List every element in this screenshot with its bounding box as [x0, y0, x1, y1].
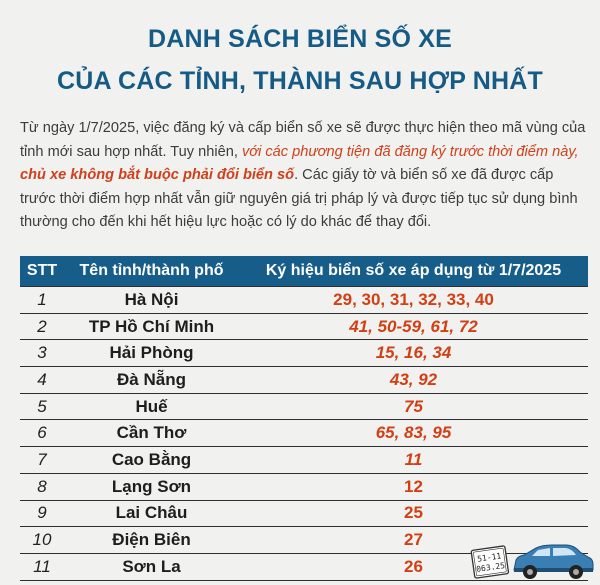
row-plate-code: 26	[239, 553, 588, 580]
row-plate-code: 75	[239, 393, 588, 420]
row-province: Huế	[64, 393, 239, 420]
row-stt: 7	[20, 447, 64, 474]
row-plate-code: 25	[239, 500, 588, 527]
intro-highlight-bold: chủ xe không bắt buộc phải đổi biển số	[20, 167, 295, 183]
row-plate-code: 41, 50-59, 61, 72	[239, 313, 588, 340]
row-stt: 4	[20, 367, 64, 394]
plate-text-1: 51-11	[476, 551, 502, 564]
intro-highlight: với các phương tiện đã đăng ký trước thời điểm này,	[241, 143, 579, 160]
table-row	[20, 340, 588, 367]
header-stt: STT	[20, 256, 64, 287]
row-plate-code: 29, 30, 31, 32, 33, 40	[239, 287, 588, 314]
row-stt: 1	[20, 287, 64, 314]
row-stt: 6	[20, 420, 64, 447]
row-stt: 10	[20, 527, 64, 554]
header-province: Tên tỉnh/thành phố	[64, 256, 239, 287]
license-plate-icon	[470, 544, 510, 582]
row-stt: 9	[20, 500, 64, 527]
page-title-line-1: DANH SÁCH BIỂN SỐ XE	[147, 25, 453, 53]
table-row	[20, 287, 588, 314]
row-stt: 11	[20, 553, 64, 580]
row-province: Sơn La	[64, 553, 239, 580]
row-stt: 3	[20, 340, 64, 367]
table-row	[20, 420, 588, 447]
table-row	[20, 393, 588, 420]
row-plate-code: 15, 16, 34	[239, 340, 588, 367]
row-plate-code: 11	[239, 447, 588, 474]
license-plate-table	[20, 256, 588, 581]
table-row	[20, 473, 588, 500]
header-plate-code: Ký hiệu biển số xe áp dụng từ 1/7/2025	[239, 256, 588, 287]
intro-paragraph	[20, 117, 588, 235]
intro-text-2: . Các giấy tờ và biển số xe đã được cấp trước thời điểm hợp nhất vẫn giữ nguyên giá trị pháp lý và được tiếp tục sử dụng bình thường cho đến khi hết hiệu lực hoặc có lý do khác để thay đổi.	[20, 167, 578, 230]
row-province: Điện Biên	[64, 527, 239, 554]
car-icon	[508, 540, 596, 582]
table-row	[20, 367, 588, 394]
row-stt: 5	[20, 393, 64, 420]
table-header-row	[20, 256, 588, 287]
row-province: Lạng Sơn	[64, 473, 239, 500]
row-stt: 2	[20, 313, 64, 340]
table-row	[20, 313, 588, 340]
intro-text-1: Từ ngày 1/7/2025, việc đăng ký và cấp biển số xe sẽ được thực hiện theo mã vùng của tỉnh mới sau hợp nhất. Tuy nhiên,	[20, 120, 586, 160]
row-plate-code: 12	[239, 473, 588, 500]
plate-text-2: 063.25	[475, 560, 506, 574]
row-province: Cao Bằng	[64, 447, 239, 474]
row-stt: 8	[20, 473, 64, 500]
row-province: Hà Nội	[64, 287, 239, 314]
row-plate-code: 43, 92	[239, 367, 588, 394]
row-province: Đà Nẵng	[64, 367, 239, 394]
row-province: Cần Thơ	[64, 420, 239, 447]
row-plate-code: 65, 83, 95	[239, 420, 588, 447]
row-province: TP Hồ Chí Minh	[64, 313, 239, 340]
table-row	[20, 500, 588, 527]
table-row	[20, 447, 588, 474]
row-province: Hải Phòng	[64, 340, 239, 367]
row-province: Lai Châu	[64, 500, 239, 527]
page-title-line-2: CỦA CÁC TỈNH, THÀNH SAU HỢP NHẤT	[56, 67, 544, 95]
row-plate-code: 27	[239, 527, 588, 554]
